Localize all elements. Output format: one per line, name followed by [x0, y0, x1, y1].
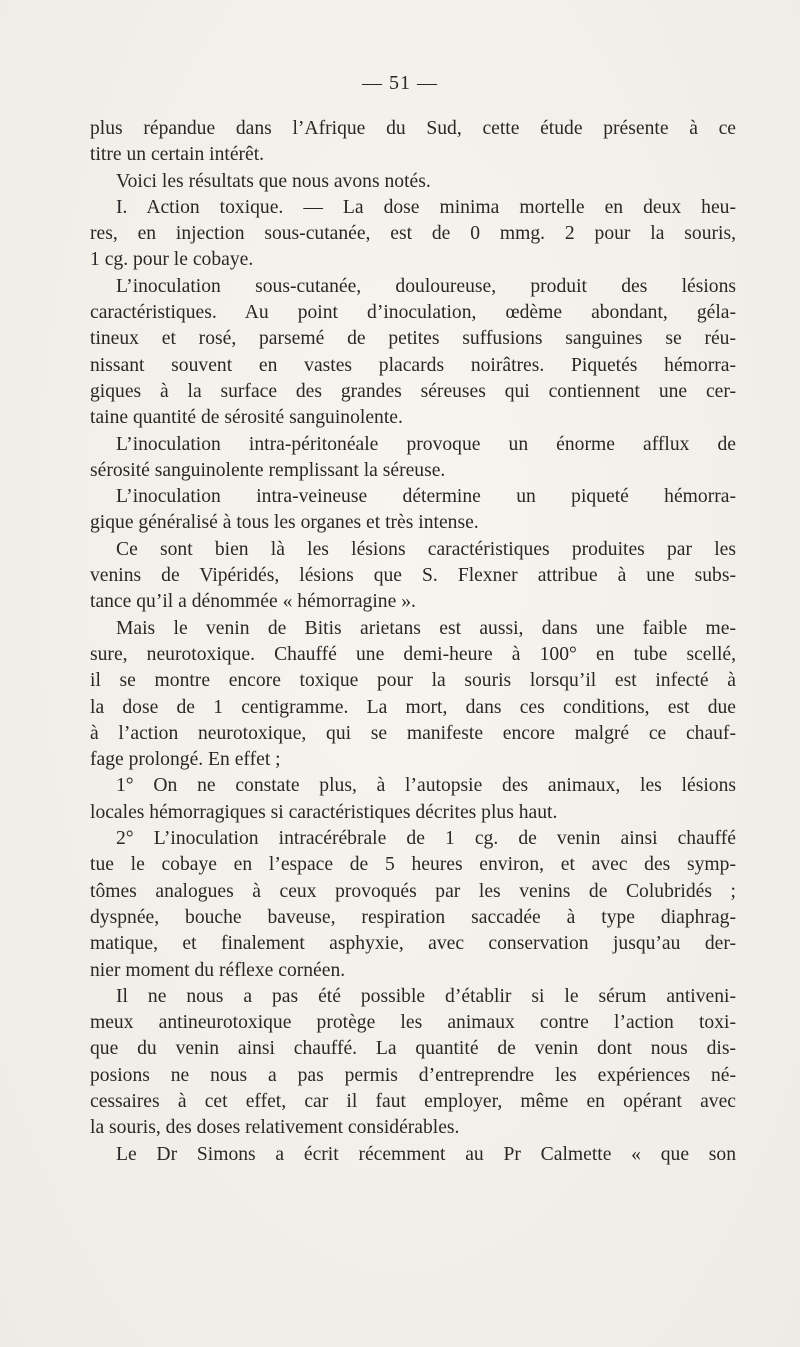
- text-line: caractéristiques. Au point d’inoculation, œdème abondant, géla-: [90, 302, 736, 324]
- text-line: nier moment du réflexe cornéen.: [90, 959, 346, 981]
- text-line: Voici les résultats que nous avons notés.: [116, 170, 431, 192]
- text-line: meux antineurotoxique protège les animaux contre l’action toxi-: [90, 1012, 736, 1034]
- text-line: gique généralisé à tous les organes et très intense.: [90, 512, 479, 534]
- text-line: venins de Vipéridés, lésions que S. Flexner attribue à une subs-: [90, 565, 736, 587]
- text-line: Le Dr Simons a écrit récemment au Pr Calmette « que son: [116, 1143, 736, 1165]
- text-line: I. Action toxique. — La dose minima mortelle en deux heu-: [116, 196, 736, 218]
- text-line: giques à la surface des grandes séreuses qui contiennent une cer-: [90, 380, 736, 402]
- text-line: cessaires à cet effet, car il faut employer, même en opérant avec: [90, 1090, 736, 1112]
- text-line: posions ne nous a pas permis d’entreprendre les expériences né-: [90, 1064, 736, 1086]
- text-line: res, en injection sous-cutanée, est de 0 mmg. 2 pour la souris,: [90, 223, 736, 245]
- text-line: L’inoculation intra-veineuse détermine un piqueté hémorra-: [116, 486, 736, 508]
- text-line: Ce sont bien là les lésions caractéristiques produites par les: [116, 538, 736, 560]
- text-line: fage prolongé. En effet ;: [90, 749, 281, 771]
- text-line: Mais le venin de Bitis arietans est aussi, dans une faible me-: [116, 617, 736, 639]
- text-line: nissant souvent en vastes placards noirâtres. Piquetés hémorra-: [90, 354, 736, 376]
- text-line: tômes analogues à ceux provoqués par les venins de Colubridés ;: [90, 880, 736, 902]
- text-line: il se montre encore toxique pour la souris lorsqu’il est infecté à: [90, 670, 736, 692]
- text-line: matique, et finalement asphyxie, avec conservation jusqu’au der-: [90, 933, 736, 955]
- text-line: à l’action neurotoxique, qui se manifeste encore malgré ce chauf-: [90, 722, 736, 744]
- text-line: que du venin ainsi chauffé. La quantité de venin dont nous dis-: [90, 1038, 736, 1060]
- text-line: dyspnée, bouche baveuse, respiration saccadée à type diaphrag-: [90, 906, 736, 928]
- text-line: sure, neurotoxique. Chauffé une demi-heure à 100° en tube scellé,: [90, 643, 736, 665]
- text-line: tance qu’il a dénommée « hémorragine ».: [90, 591, 416, 613]
- text-line: L’inoculation intra-péritonéale provoque un énorme afflux de: [116, 433, 736, 455]
- text-line: titre un certain intérêt.: [90, 144, 265, 166]
- body-text: [90, 116, 736, 1168]
- text-line: Il ne nous a pas été possible d’établir si le sérum antiveni-: [116, 985, 736, 1007]
- text-line: plus répandue dans l’Afrique du Sud, cette étude présente à ce: [90, 118, 736, 139]
- text-line: L’inoculation sous-cutanée, douloureuse, produit des lésions: [116, 275, 736, 297]
- text-line: tue le cobaye en l’espace de 5 heures environ, et avec des symp-: [90, 854, 736, 876]
- text-line: la dose de 1 centigramme. La mort, dans ces conditions, est due: [90, 696, 736, 718]
- text-line: 1° On ne constate plus, à l’autopsie des animaux, les lésions: [116, 775, 736, 797]
- text-line: locales hémorragiques si caractéristiques décrites plus haut.: [90, 801, 558, 823]
- text-line: 1 cg. pour le cobaye.: [90, 249, 254, 271]
- text-line: sérosité sanguinolente remplissant la séreuse.: [90, 459, 446, 481]
- text-line: 2° L’inoculation intracérébrale de 1 cg. de venin ainsi chauffé: [116, 828, 736, 850]
- text-line: taine quantité de sérosité sanguinolente.: [90, 407, 403, 429]
- text-line: tineux et rosé, parsemé de petites suffusions sanguines se réu-: [90, 328, 736, 350]
- page-number: — 51 —: [362, 72, 438, 94]
- text-line: la souris, des doses relativement considérables.: [90, 1117, 460, 1139]
